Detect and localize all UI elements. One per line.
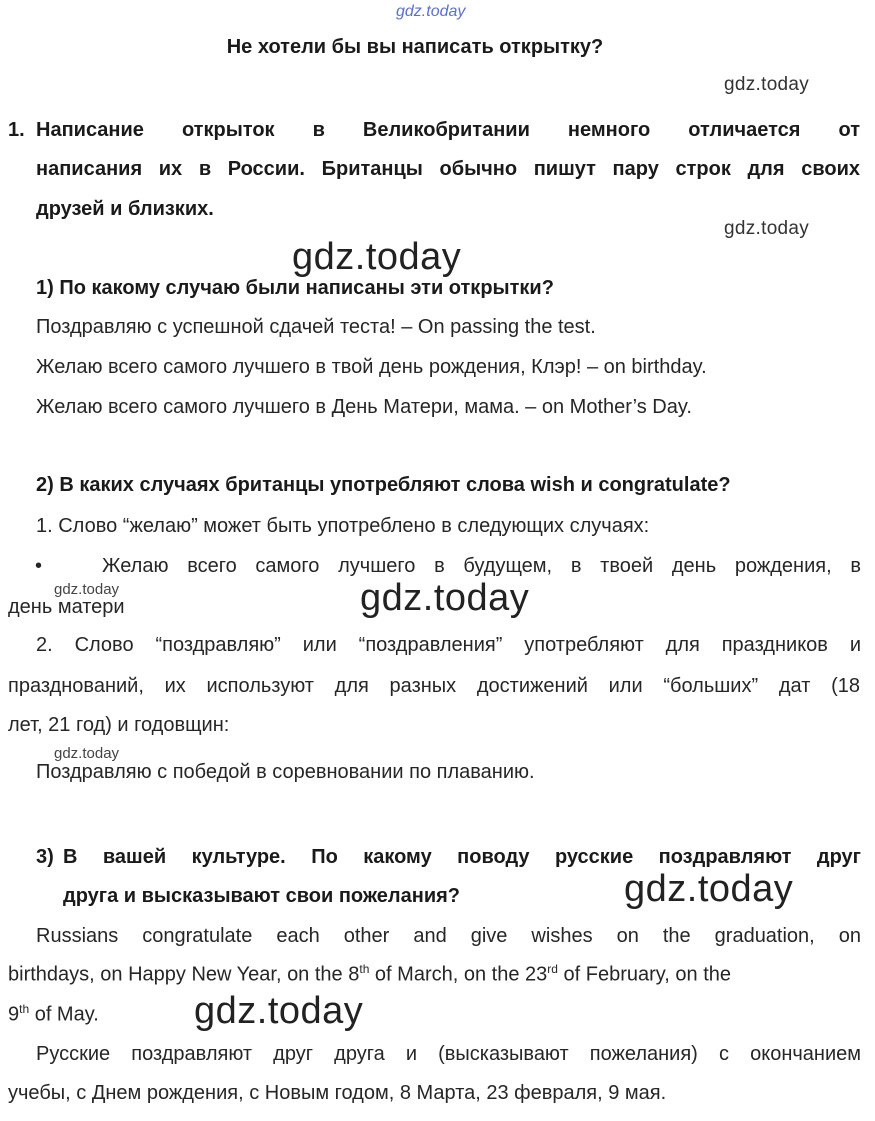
answer-line: Russians congratulate each other and give wishes on the graduation, on (36, 925, 861, 947)
section-intro-line: Написание открыток в Великобритании немного отличается от (36, 119, 860, 141)
answer-line: Поздравляю с успешной сдачей теста! – On passing the test. (36, 316, 596, 338)
section-intro-line: написания их в России. Британцы обычно пишут пару строк для своих (36, 158, 860, 180)
watermark: gdz.today (724, 74, 810, 95)
question-number: 3) (36, 846, 54, 868)
watermark: gdz.today (194, 990, 364, 1032)
watermark: gdz.today (54, 581, 120, 598)
text-run: birthdays, on Happy New Year, on the 8th of March, on the 23rd of February, on the (8, 962, 731, 986)
answer-line (8, 962, 861, 987)
answer-line: 2. Слово “поздравляю” или “поздравления” употребляют для праздников и (36, 634, 861, 656)
answer-line: 1. Слово “желаю” может быть употреблено в следующих случаях: (36, 515, 650, 537)
watermark: gdz.today (360, 577, 530, 619)
answer-line: учебы, с Днем рождения, с Новым годом, 8 Марта, 23 февраля, 9 мая. (8, 1082, 667, 1104)
question-heading: 2) В каких случаях британцы употребляют слова wish и congratulate? (36, 474, 731, 496)
answer-line: Русские поздравляют друг друга и (высказывают пожелания) с окончанием (36, 1043, 861, 1065)
page-title: Не хотели бы вы написать открытку? (226, 36, 604, 58)
answer-line: празднований, их используют для разных достижений или “больших” дат (18 (8, 675, 860, 697)
watermark: gdz.today (724, 218, 810, 239)
section-intro-line: друзей и близких. (36, 198, 214, 220)
question-heading: друга и высказывают свои пожелания? (63, 885, 461, 907)
answer-line: день матери (8, 596, 125, 618)
answer-line: лет, 21 год) и годовщин: (8, 714, 230, 736)
answer-line: Желаю всего самого лучшего в твой день рождения, Клэр! – on birthday. (36, 356, 707, 378)
question-heading: В вашей культуре. По какому поводу русские поздравляют друг (63, 846, 861, 868)
answer-line: Поздравляю с победой в соревновании по плаванию. (36, 761, 535, 783)
watermark: gdz.today (292, 236, 462, 278)
watermark: gdz.today (54, 745, 120, 762)
answer-line: Желаю всего самого лучшего в будущем, в твоей день рождения, в (102, 555, 861, 577)
bullet: • (35, 555, 43, 577)
watermark: gdz.today (624, 868, 794, 910)
question-heading: 1) По какому случаю были написаны эти открытки? (36, 277, 554, 299)
section-number: 1. (8, 119, 25, 141)
answer-line: Желаю всего самого лучшего в День Матери, мама. – on Mother’s Day. (36, 396, 692, 418)
watermark-top: gdz.today (396, 3, 466, 20)
answer-line: 9th of May. (8, 1002, 99, 1026)
